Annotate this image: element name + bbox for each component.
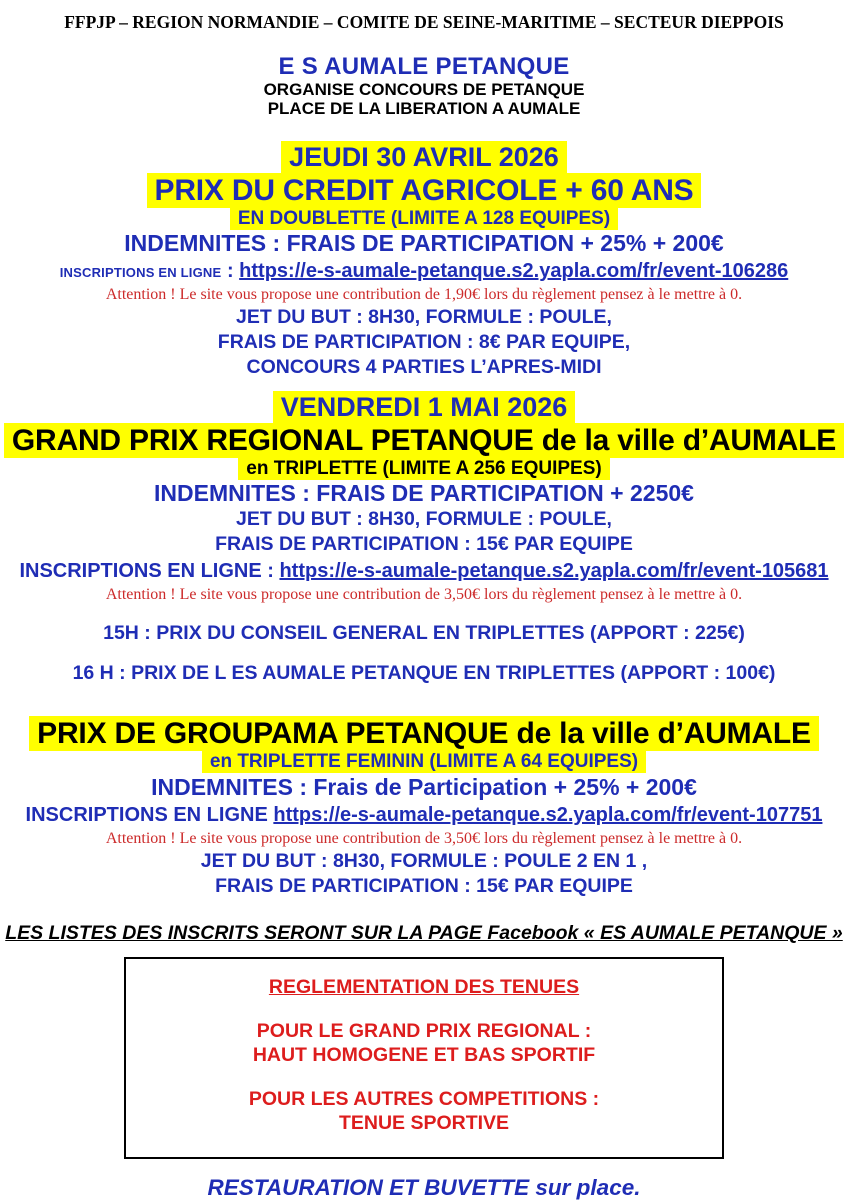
jeudi-detail-jet: JET DU BUT : 8H30, FORMULE : POULE, xyxy=(236,306,612,328)
jeudi-date xyxy=(0,142,848,172)
tenues-box-spacer xyxy=(136,999,712,1019)
jeudi-title xyxy=(0,174,848,207)
vendredi-title-text: GRAND PRIX REGIONAL PETANQUE de la ville d’AUMALE xyxy=(4,423,844,458)
vendredi-date-text: VENDREDI 1 MAI 2026 xyxy=(273,391,576,423)
tenues-box-spacer xyxy=(136,1067,712,1087)
federation-header: FFPJP – REGION NORMANDIE – COMITE DE SEINE-MARITIME – SECTEUR DIEPPOIS xyxy=(64,12,784,32)
vendredi-detail-frais: FRAIS DE PARTICIPATION : 15€ PAR EQUIPE xyxy=(215,533,633,555)
jeudi-indemnites: INDEMNITES : FRAIS DE PARTICIPATION + 25% + 200€ xyxy=(124,230,724,256)
organise-line: ORGANISE CONCOURS DE PETANQUE xyxy=(263,80,585,99)
vendredi-schedule-16h: 16 H : PRIX DE L ES AUMALE PETANQUE EN TRIPLETTES (APPORT : 100€) xyxy=(72,662,776,684)
groupama-attention-note: Attention ! Le site vous propose une contribution de 3,50€ lors du règlement pensez à le mettre à 0. xyxy=(105,830,743,847)
vendredi-format xyxy=(0,457,848,480)
groupama-inscriptions-label: INSCRIPTIONS EN LIGNE xyxy=(25,804,268,826)
restauration-notice: RESTAURATION ET BUVETTE sur place. xyxy=(207,1175,641,1200)
vendredi-indemnites: INDEMNITES : FRAIS DE PARTICIPATION + 2250€ xyxy=(154,480,694,506)
facebook-notice: LES LISTES DES INSCRITS SERONT SUR LA PAGE Facebook « ES AUMALE PETANQUE » xyxy=(5,922,843,944)
vendredi-detail-jet: JET DU BUT : 8H30, FORMULE : POULE, xyxy=(236,508,612,530)
jeudi-title-text: PRIX DU CREDIT AGRICOLE + 60 ANS xyxy=(147,173,702,208)
vendredi-inscriptions-label: INSCRIPTIONS EN LIGNE xyxy=(19,560,262,582)
groupama-inscriptions xyxy=(0,803,848,829)
vendredi-date xyxy=(0,392,848,422)
vendredi-attention-note: Attention ! Le site vous propose une contribution de 3,50€ lors du règlement pensez à le mettre à 0. xyxy=(105,586,743,603)
vendredi-inscriptions xyxy=(0,559,848,585)
jeudi-detail-concours: CONCOURS 4 PARTIES L’APRES-MIDI xyxy=(246,356,602,378)
vendredi-title xyxy=(0,424,848,457)
jeudi-attention-note: Attention ! Le site vous propose une contribution de 1,90€ lors du règlement pensez à le mettre à 0. xyxy=(105,286,743,303)
vendredi-inscriptions-separator: : xyxy=(261,560,280,582)
vendredi-format-text: en TRIPLETTE (LIMITE A 256 EQUIPES) xyxy=(238,457,609,480)
groupama-inscription-link[interactable]: https://e-s-aumale-petanque.s2.yapla.com/fr/event-107751 xyxy=(273,804,823,826)
groupama-format-text: en TRIPLETTE FEMININ (LIMITE A 64 EQUIPES) xyxy=(202,750,646,773)
jeudi-inscription-link[interactable]: https://e-s-aumale-petanque.s2.yapla.com/fr/event-106286 xyxy=(239,260,789,282)
tenues-autres-label: POUR LES AUTRES COMPETITIONS : xyxy=(248,1088,600,1110)
tenues-rules-box xyxy=(124,957,724,1159)
club-name: E S AUMALE PETANQUE xyxy=(278,53,570,80)
groupama-format xyxy=(0,750,848,773)
vendredi-inscription-link[interactable]: https://e-s-aumale-petanque.s2.yapla.com/fr/event-105681 xyxy=(279,560,829,582)
place-line: PLACE DE LA LIBERATION A AUMALE xyxy=(267,99,581,118)
jeudi-format-text: EN DOUBLETTE (LIMITE A 128 EQUIPES) xyxy=(230,207,618,230)
groupama-title xyxy=(0,717,848,750)
jeudi-format xyxy=(0,207,848,230)
tenues-grand-prix-value: HAUT HOMOGENE ET BAS SPORTIF xyxy=(252,1044,596,1066)
groupama-indemnites: INDEMNITES : Frais de Participation + 25% + 200€ xyxy=(151,774,697,800)
jeudi-inscriptions-separator: : xyxy=(221,260,240,282)
vendredi-schedule-15h: 15H : PRIX DU CONSEIL GENERAL EN TRIPLETTES (APPORT : 225€) xyxy=(103,622,745,644)
jeudi-inscriptions xyxy=(0,259,848,285)
jeudi-inscriptions-label: INSCRIPTIONS EN LIGNE xyxy=(59,265,222,280)
tenues-autres-value: TENUE SPORTIVE xyxy=(338,1112,510,1134)
tenues-grand-prix-label: POUR LE GRAND PRIX REGIONAL : xyxy=(256,1020,592,1042)
jeudi-date-text: JEUDI 30 AVRIL 2026 xyxy=(281,141,567,173)
jeudi-detail-frais: FRAIS DE PARTICIPATION : 8€ PAR EQUIPE, xyxy=(217,331,631,353)
groupama-title-text: PRIX DE GROUPAMA PETANQUE de la ville d’AUMALE xyxy=(29,716,819,751)
groupama-detail-frais: FRAIS DE PARTICIPATION : 15€ PAR EQUIPE xyxy=(215,875,633,897)
groupama-detail-jet: JET DU BUT : 8H30, FORMULE : POULE 2 EN 1 , xyxy=(200,850,648,872)
tenues-box-title: REGLEMENTATION DES TENUES xyxy=(268,976,580,998)
